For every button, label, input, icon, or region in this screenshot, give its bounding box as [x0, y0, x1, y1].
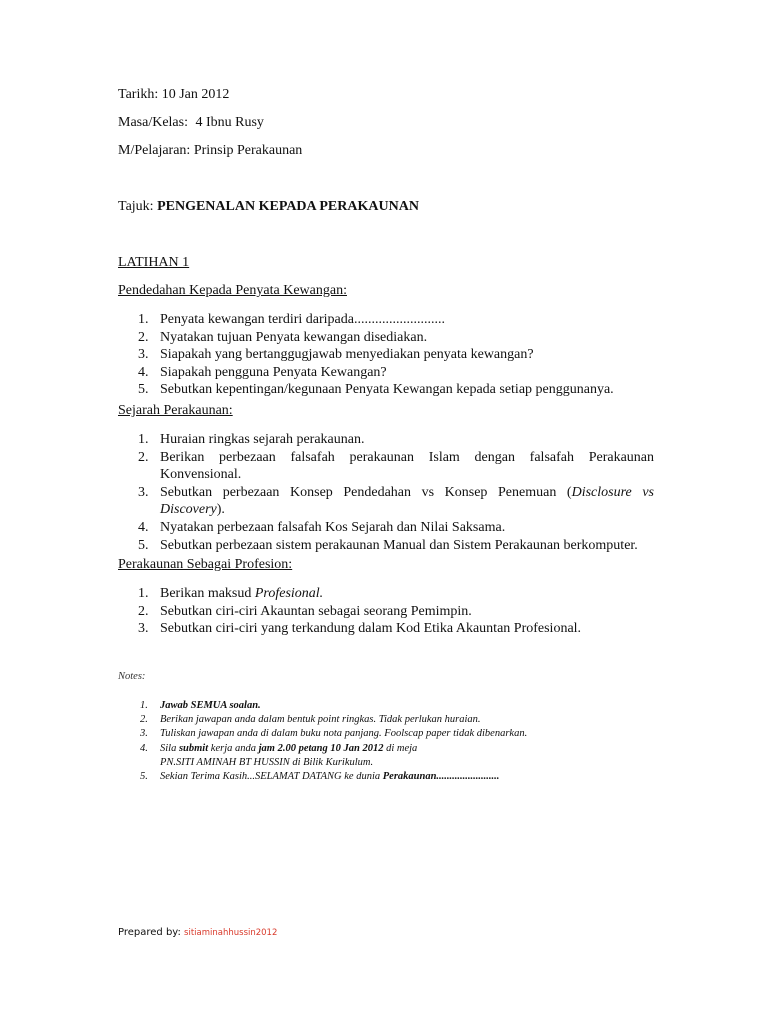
section-title-sejarah: Sejarah Perakaunan:	[118, 403, 233, 418]
note-item: 2. Berikan jawapan anda dalam bentuk point ringkas. Tidak perlukan huraian.	[140, 714, 481, 726]
list-item: 4. Siapakah pengguna Penyata Kewangan?	[138, 364, 387, 380]
list-item: 2. Berikan perbezaan falsafah perakaunan Islam dengan falsafah Perakaunan Konvensional.	[138, 449, 654, 483]
list-item: 1. Penyata kewangan terdiri daripada..........................	[138, 312, 445, 327]
note-item: 4. Sila submit kerja anda jam 2.00 petang 10 Jan 2012 di meja PN.SITI AMINAH BT HUSSIN di Bilik Kurikulum.	[140, 742, 418, 768]
class-value: 4 Ibnu Rusy	[195, 115, 264, 130]
footer-author: sitiaminahhussin2012	[184, 928, 278, 938]
question-list-profesion	[118, 585, 654, 638]
note-item: 1. Jawab SEMUA soalan.	[140, 700, 261, 711]
section-title-profesion: Perakaunan Sebagai Profesion:	[118, 557, 293, 572]
list-item: 2. Nyatakan tujuan Penyata kewangan disediakan.	[138, 329, 428, 345]
topic-line	[118, 198, 419, 216]
subject-line	[118, 142, 302, 160]
subject-value: Prinsip Perakaunan	[193, 143, 303, 158]
list-item: 5. Sebutkan perbezaan sistem perakaunan Manual dan Sistem Perakaunan berkomputer.	[138, 537, 638, 553]
date-line	[118, 86, 229, 104]
question-list-sejarah	[118, 431, 654, 554]
list-item: 2. Sebutkan ciri-ciri Akauntan sebagai seorang Pemimpin.	[138, 603, 472, 619]
date-label: Tarikh:	[118, 87, 159, 102]
list-item: 4. Nyatakan perbezaan falsafah Kos Sejarah dan Nilai Saksama.	[138, 519, 506, 535]
exercise-title: LATIHAN 1	[118, 255, 190, 270]
note-item: 3. Tuliskan jawapan anda di dalam buku nota panjang. Foolscap paper tidak dibenarkan.	[140, 728, 528, 740]
list-item: 5. Sebutkan kepentingan/kegunaan Penyata Kewangan kepada setiap penggunanya.	[138, 382, 614, 398]
subject-label: M/Pelajaran:	[118, 143, 191, 158]
topic-title: PENGENALAN KEPADA PERAKAUNAN	[157, 199, 419, 214]
question-list-penyata	[118, 311, 654, 399]
topic-label: Tajuk:	[118, 199, 154, 214]
note-item: 5. Sekian Terima Kasih...SELAMAT DATANG ke dunia Perakaunan........................	[140, 771, 500, 783]
section-title-penyata: Pendedahan Kepada Penyata Kewangan:	[118, 283, 347, 298]
footer	[118, 927, 277, 938]
list-item: 3. Siapakah yang bertanggugjawab menyediakan penyata kewangan?	[138, 347, 534, 363]
list-item: 1. Huraian ringkas sejarah perakaunan.	[138, 432, 365, 447]
footer-label: Prepared by:	[118, 927, 181, 938]
class-label: Masa/Kelas:	[118, 115, 188, 130]
notes-title: Notes:	[118, 671, 146, 682]
list-item: 3. Sebutkan ciri-ciri yang terkandung dalam Kod Etika Akauntan Profesional.	[138, 621, 582, 637]
list-item: 3. Sebutkan perbezaan Konsep Pendedahan vs Konsep Penemuan (Disclosure vs Discovery).	[138, 484, 654, 518]
date-value: 10 Jan 2012	[161, 87, 230, 102]
notes-list	[118, 699, 618, 784]
class-line	[118, 114, 264, 132]
list-item: 1. Berikan maksud Profesional.	[138, 586, 324, 601]
